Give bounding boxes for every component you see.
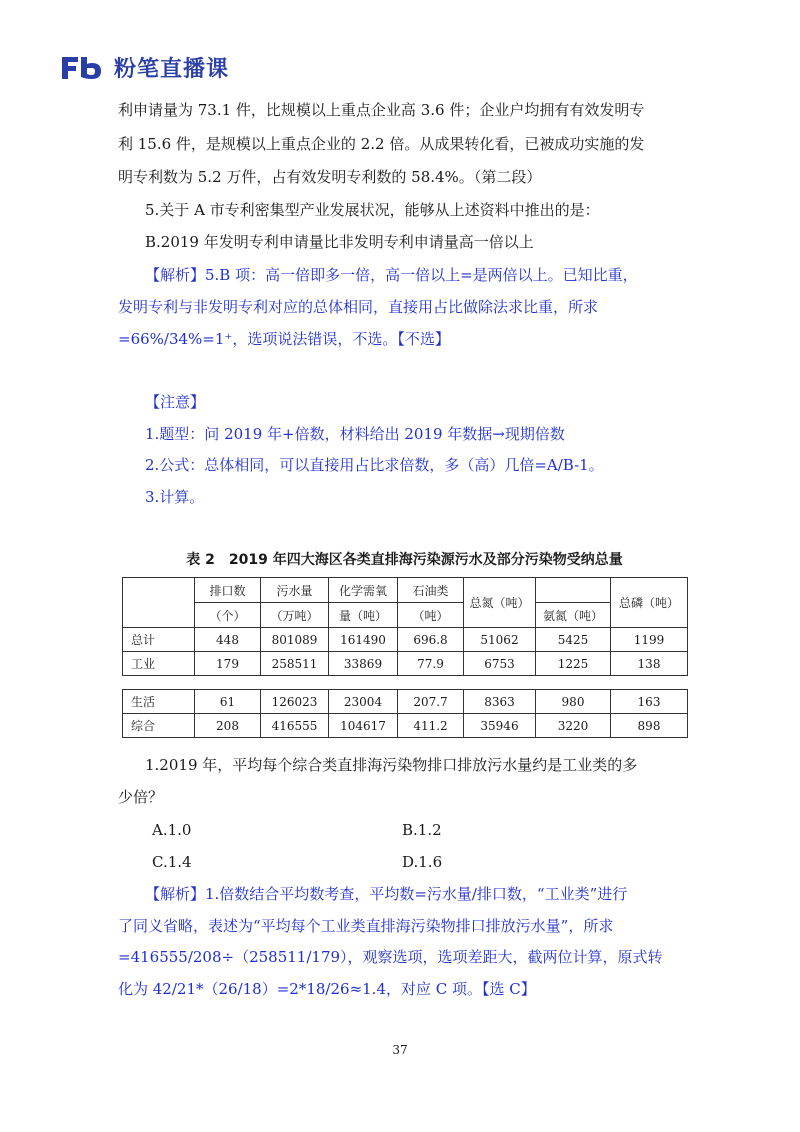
table-cell: 77.9 xyxy=(398,652,464,676)
table-cell: 1199 xyxy=(611,628,688,652)
header-sewage-unit: （万吨） xyxy=(261,603,329,628)
q1-analysis-line: 了同义省略，表述为“平均每个工业类直排海污染物排口排放污水量”，所求 xyxy=(118,917,614,935)
table-cell: 61 xyxy=(195,690,261,714)
option-d: D.1.6 xyxy=(402,853,443,871)
table-cell: 51062 xyxy=(464,628,536,652)
table-cell: 33869 xyxy=(329,652,398,676)
table-cell: 208 xyxy=(195,714,261,738)
header-oil: 石油类 xyxy=(398,578,464,603)
header-blank-ammonia xyxy=(536,578,611,603)
table-cell: 3220 xyxy=(536,714,611,738)
table-cell: 104617 xyxy=(329,714,398,738)
table-cell: 898 xyxy=(611,714,688,738)
q5-analysis-line: 发明专利与非发明专利对应的总体相同，直接用占比做除法求比重，所求 xyxy=(118,298,599,316)
table-row xyxy=(123,690,688,714)
page-number: 37 xyxy=(392,1043,408,1057)
row-label: 生活 xyxy=(123,690,195,714)
body-line: 利 15.6 件，是规模以上重点企业的 2.2 倍。从成果转化看，已被成功实施的发 xyxy=(118,135,645,153)
table-row xyxy=(123,628,688,652)
note-item: 3.计算。 xyxy=(145,488,205,506)
question-1-line: 1.2019 年，平均每个综合类直排海污染物排口排放污水量约是工业类的多 xyxy=(145,756,638,774)
option-c: C.1.4 xyxy=(152,853,192,871)
table-cell: 416555 xyxy=(261,714,329,738)
table-cell: 138 xyxy=(611,652,688,676)
table-cell: 6753 xyxy=(464,652,536,676)
table-row xyxy=(123,652,688,676)
table-cell: 161490 xyxy=(329,628,398,652)
row-label: 综合 xyxy=(123,714,195,738)
table-cell: 23004 xyxy=(329,690,398,714)
q1-analysis-line: =416555/208÷（258511/179），观察选项，选项差距大，截两位计算，原式转 xyxy=(118,948,663,966)
option-b: B.1.2 xyxy=(402,821,442,839)
brand-logo xyxy=(60,52,229,83)
table-cell: 448 xyxy=(195,628,261,652)
header-ammonia: 氨氮（吨） xyxy=(536,603,611,628)
header-blank xyxy=(123,578,195,628)
header-total-nitrogen: 总氮（吨） xyxy=(464,578,536,628)
note-title: 【注意】 xyxy=(145,393,206,411)
note-item: 1.题型：问 2019 年+倍数，材料给出 2019 年数据→现期倍数 xyxy=(145,425,565,443)
table-cell: 411.2 xyxy=(398,714,464,738)
option-a: A.1.0 xyxy=(152,821,192,839)
table-cell: 207.7 xyxy=(398,690,464,714)
question-1-line: 少倍？ xyxy=(118,788,164,806)
question-5-option-b: B.2019 年发明专利申请量比非发明专利申请量高一倍以上 xyxy=(145,233,534,251)
header-cod-unit: 量（吨） xyxy=(329,603,398,628)
q5-analysis-line: 【解析】5.B 项：高一倍即多一倍，高一倍以上=是两倍以上。已知比重， xyxy=(145,266,638,284)
table-cell: 126023 xyxy=(261,690,329,714)
table-cell: 179 xyxy=(195,652,261,676)
fb-logo-icon xyxy=(60,55,104,81)
table-cell: 163 xyxy=(611,690,688,714)
table-title: 表 2 2019 年四大海区各类直排海污染源污水及部分污染物受纳总量 xyxy=(186,552,623,568)
q1-analysis-line: 【解析】1.倍数结合平均数考查，平均数=污水量/排口数，“工业类”进行 xyxy=(145,885,628,903)
table-cell: 258511 xyxy=(261,652,329,676)
table-row xyxy=(123,714,688,738)
header-total-phosphorus: 总磷（吨） xyxy=(611,578,688,628)
q1-analysis-line: 化为 42/21*（26/18）=2*18/26≈1.4，对应 C 项。【选 C】 xyxy=(118,980,536,998)
table-cell: 801089 xyxy=(261,628,329,652)
note-item: 2.公式：总体相同，可以直接用占比求倍数，多（高）几倍=A/B-1。 xyxy=(145,456,604,474)
table-cell: 35946 xyxy=(464,714,536,738)
table-cell: 8363 xyxy=(464,690,536,714)
body-line: 利申请量为 73.1 件，比规模以上重点企业高 3.6 件；企业户均拥有有效发明专 xyxy=(118,101,645,119)
table-cell: 696.8 xyxy=(398,628,464,652)
table-cell: 5425 xyxy=(536,628,611,652)
header-cod: 化学需氧 xyxy=(329,578,398,603)
row-label: 工业 xyxy=(123,652,195,676)
header-outfalls: 排口数 xyxy=(195,578,261,603)
data-table-bottom xyxy=(122,689,688,738)
brand-name: 粉笔直播课 xyxy=(114,57,230,82)
header-outfalls-unit: （个） xyxy=(195,603,261,628)
table-cell: 980 xyxy=(536,690,611,714)
body-line: 明专利数为 5.2 万件，占有效发明专利数的 58.4%。（第二段） xyxy=(118,168,542,186)
question-5: 5.关于 A 市专利密集型产业发展状况，能够从上述资料中推出的是： xyxy=(145,201,600,219)
table-cell: 1225 xyxy=(536,652,611,676)
data-table-top xyxy=(122,577,688,676)
q5-analysis-line: =66%/34%=1⁺，选项说法错误，不选。【不选】 xyxy=(118,330,450,348)
row-label: 总计 xyxy=(123,628,195,652)
header-sewage: 污水量 xyxy=(261,578,329,603)
header-oil-unit: （吨） xyxy=(398,603,464,628)
